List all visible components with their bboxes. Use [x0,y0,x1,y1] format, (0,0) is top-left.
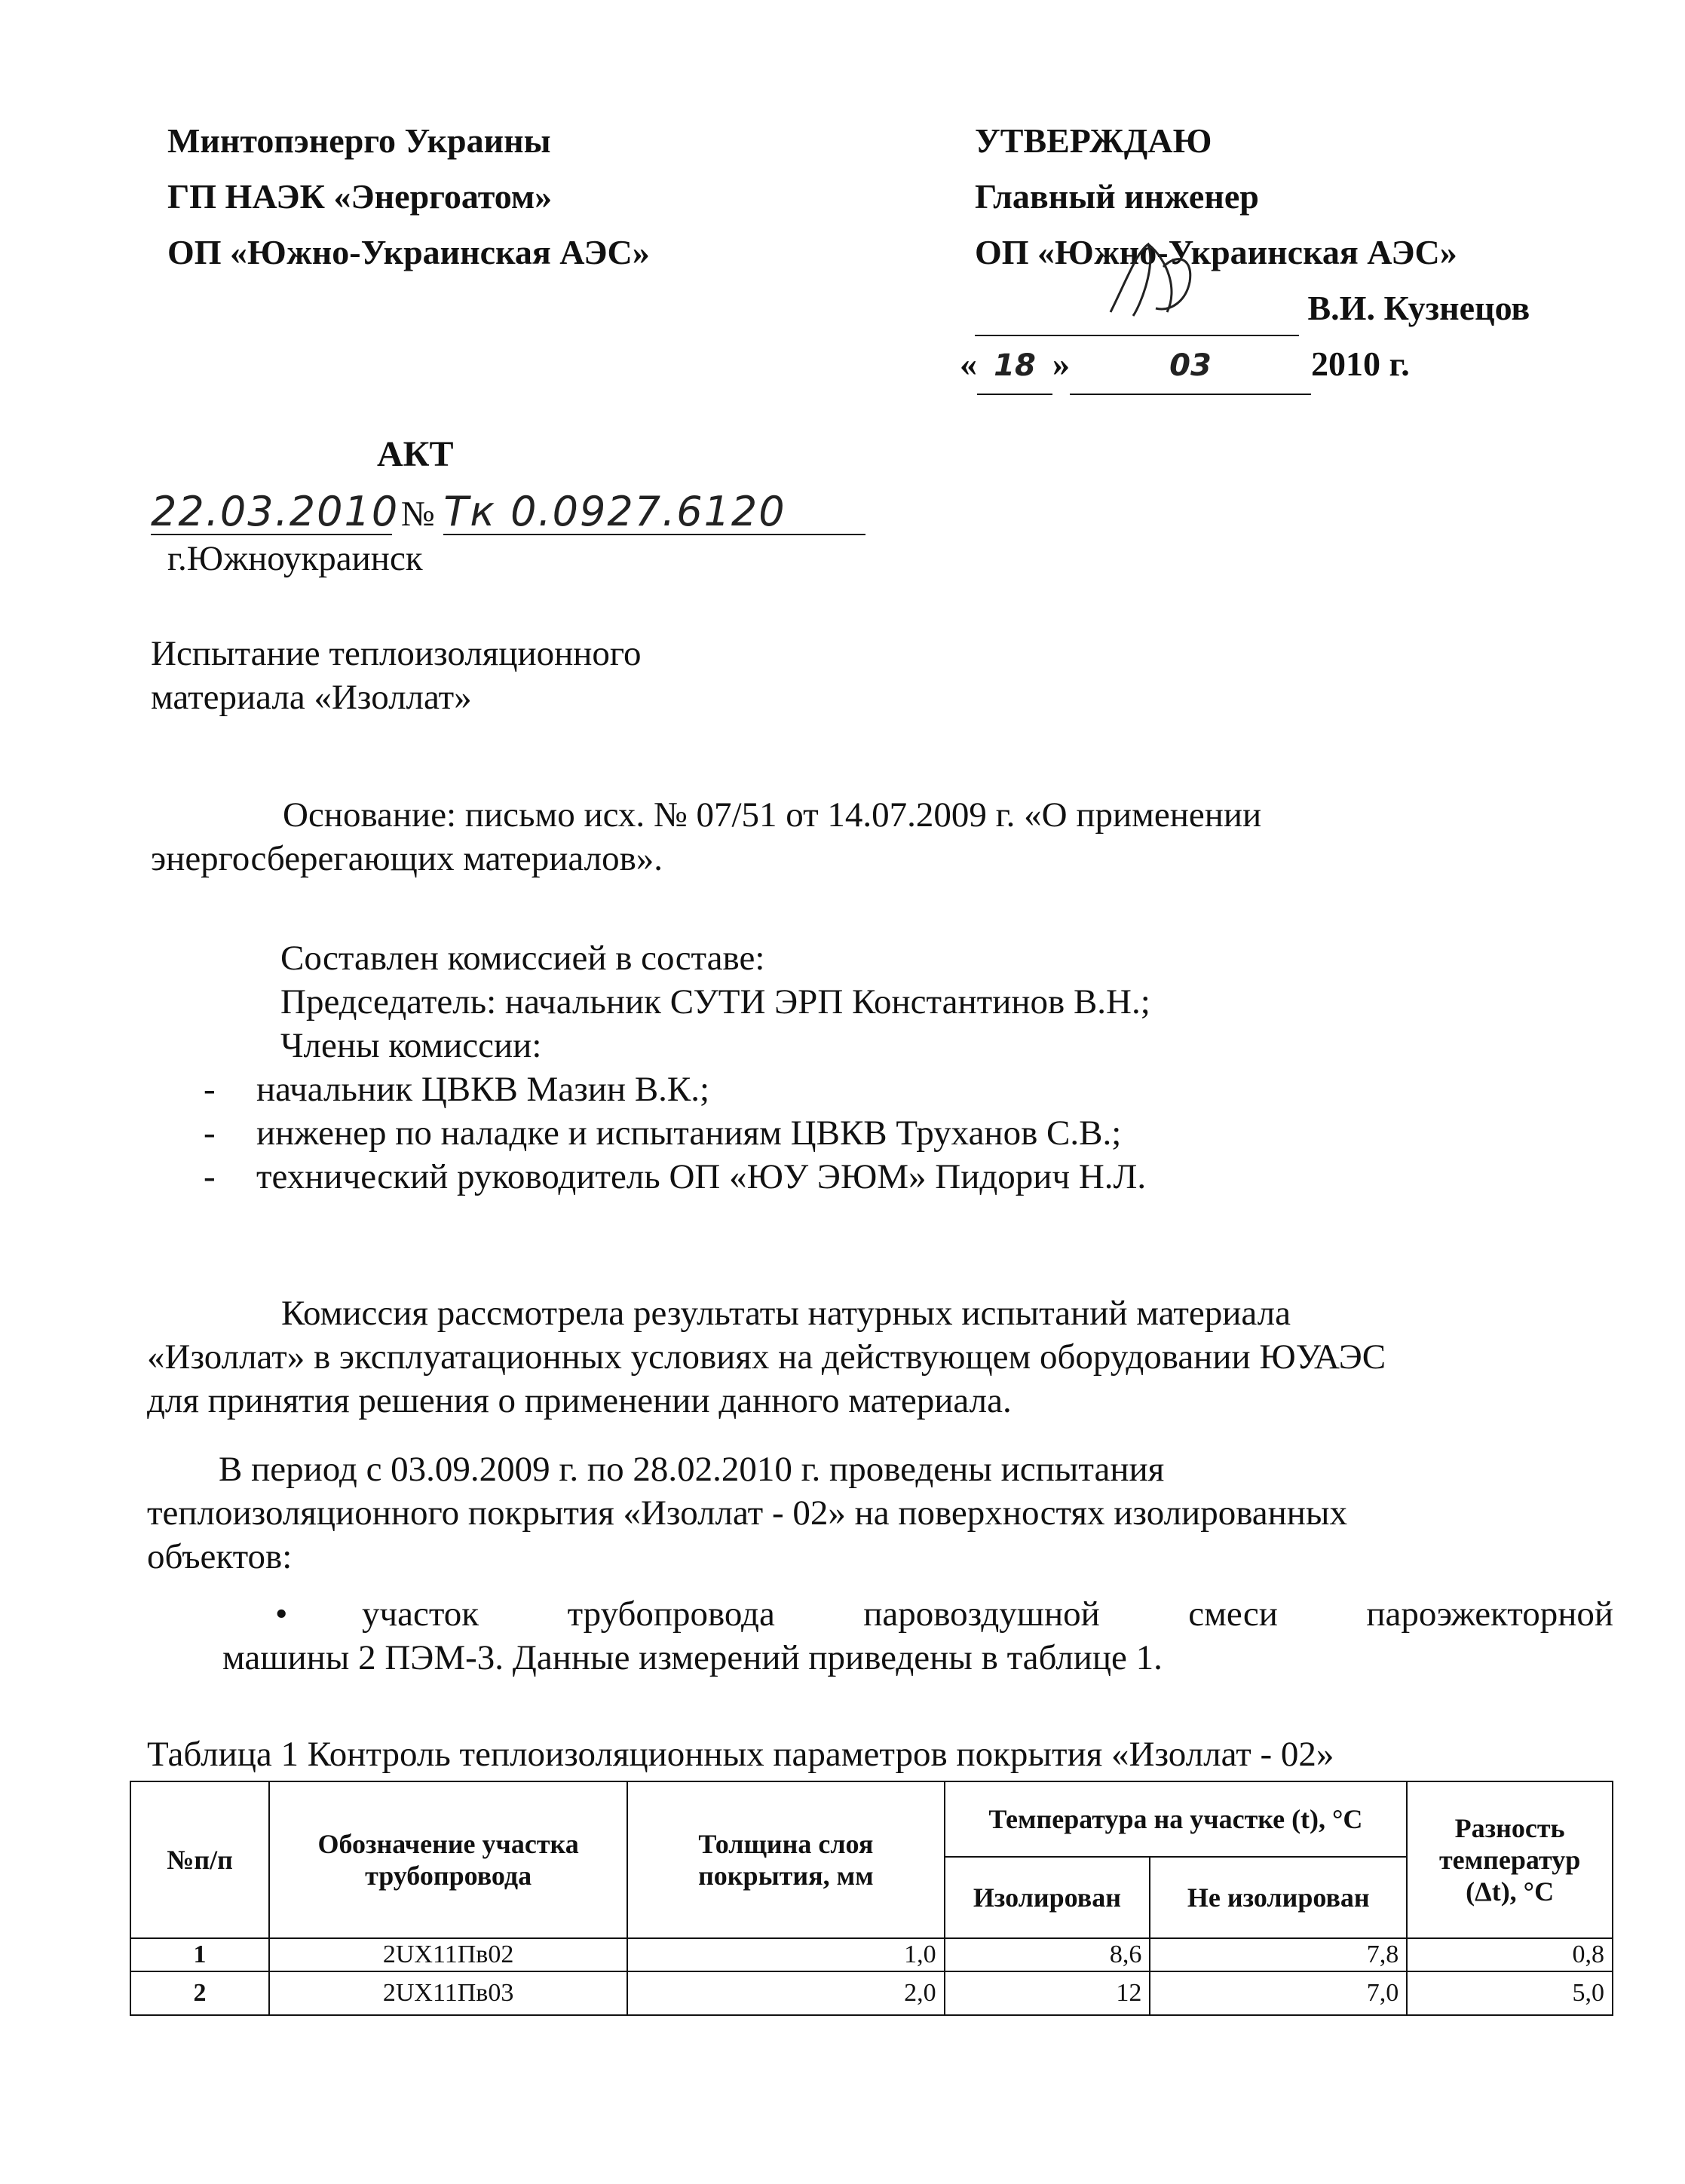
approver-position: Главный инженер [975,177,1259,216]
approval-title: УТВЕРЖДАЮ [975,121,1212,160]
header-insulated: Изолирован [945,1857,1150,1938]
member-item: - начальник ЦВКВ Мазин В.К.; [204,1070,710,1109]
measurement-table [130,1781,1613,2016]
row-num: 2 [130,1971,269,2015]
row-diff: 0,8 [1407,1938,1613,1971]
act-date: 22.03.2010 [151,488,400,535]
row-thickness: 1,0 [627,1938,944,1971]
act-city: г.Южноукраинск [167,539,423,578]
row-not-insulated: 7,8 [1150,1938,1407,1971]
row-section: 2UX11Пв02 [269,1938,627,1971]
signature-line [975,280,1653,336]
signature-blank [975,289,1299,336]
row-section: 2UX11Пв03 [269,1971,627,2015]
approval-day: 18 [977,338,1052,395]
member-item: - инженер по наладке и испытаниям ЦВКВ Труханов С.В.; [204,1113,1122,1153]
act-number-sign: № [400,495,435,534]
commission-chairman: Председатель: начальник СУТИ ЭРП Константинов В.Н.; [280,982,1150,1022]
header-thickness: Толщина слоя покрытия, мм [627,1781,944,1938]
row-insulated: 8,6 [945,1938,1150,1971]
act-title: АКТ [377,434,454,474]
act-number: Тк 0.0927.6120 [443,490,865,535]
handwritten-signature [1095,237,1216,327]
commission-block [151,936,1583,1199]
ministry-name: Минтопэнерго Украины [167,121,551,160]
header-num: №п/п [130,1781,269,1938]
bullet-item: • участок трубопровода паровоздушной смеси пароэжекторной машины 2 ПЭМ-3. Данные измерений приведены в таблице 1. [222,1592,1613,1680]
commission-intro: Составлен комиссией в составе: [280,939,765,978]
header-section: Обозначение участка трубопровода [269,1781,627,1938]
row-diff: 5,0 [1407,1971,1613,2015]
approver-name: В.И. Кузнецов [1307,289,1530,327]
plant-name: ОП «Южно-Украинская АЭС» [167,233,650,271]
row-not-insulated: 7,0 [1150,1971,1407,2015]
member-item: - технический руководитель ОП «ЮУ ЭЮМ» Пидорич Н.Л. [204,1157,1147,1196]
table-row [130,1938,1613,1971]
body-paragraph-1: Комиссия рассмотрела результаты натурных испытаний материала «Изоллат» в эксплуатационных условиях на действующем оборудовании ЮУАЭС для принятия решения о применении данного материала. [147,1294,1386,1420]
approval-year: 2010 г. [1311,345,1410,383]
act-subject: Испытание теплоизоляционного материала «Изоллат» [151,634,642,717]
header-diff: Разность температур (Δt), °С [1407,1781,1613,1938]
act-date-number [151,490,865,536]
body-paragraph-2: В период с 03.09.2009 г. по 28.02.2010 г. проведены испытания теплоизоляционного покрытия «Изоллат - 02» на поверхностях изолированных объектов: [147,1450,1348,1576]
basis-paragraph: Основание: письмо исх. № 07/51 от 14.07.2009 г. «О применении энергосберегающих материалов». [151,795,1262,878]
header-temp-group: Температура на участке (t), °С [945,1781,1408,1857]
header-right [960,113,1653,395]
approval-date: « 18 » 03 2010 г. [960,336,1653,395]
row-thickness: 2,0 [627,1971,944,2015]
approver-plant: ОП «Южно-Украинская АЭС» [975,233,1457,271]
company-name: ГП НАЭК «Энергоатом» [167,177,553,216]
header-not-insulated: Не изолирован [1150,1857,1407,1938]
bullet-icon: • [275,1594,288,1634]
table-row [130,1971,1613,2015]
approval-month: 03 [1070,338,1311,395]
row-insulated: 12 [945,1971,1150,2015]
row-num: 1 [130,1938,269,1971]
commission-members-label: Члены комиссии: [280,1026,542,1065]
header-left [167,113,846,280]
table-caption: Таблица 1 Контроль теплоизоляционных параметров покрытия «Изоллат - 02» [147,1735,1334,1774]
